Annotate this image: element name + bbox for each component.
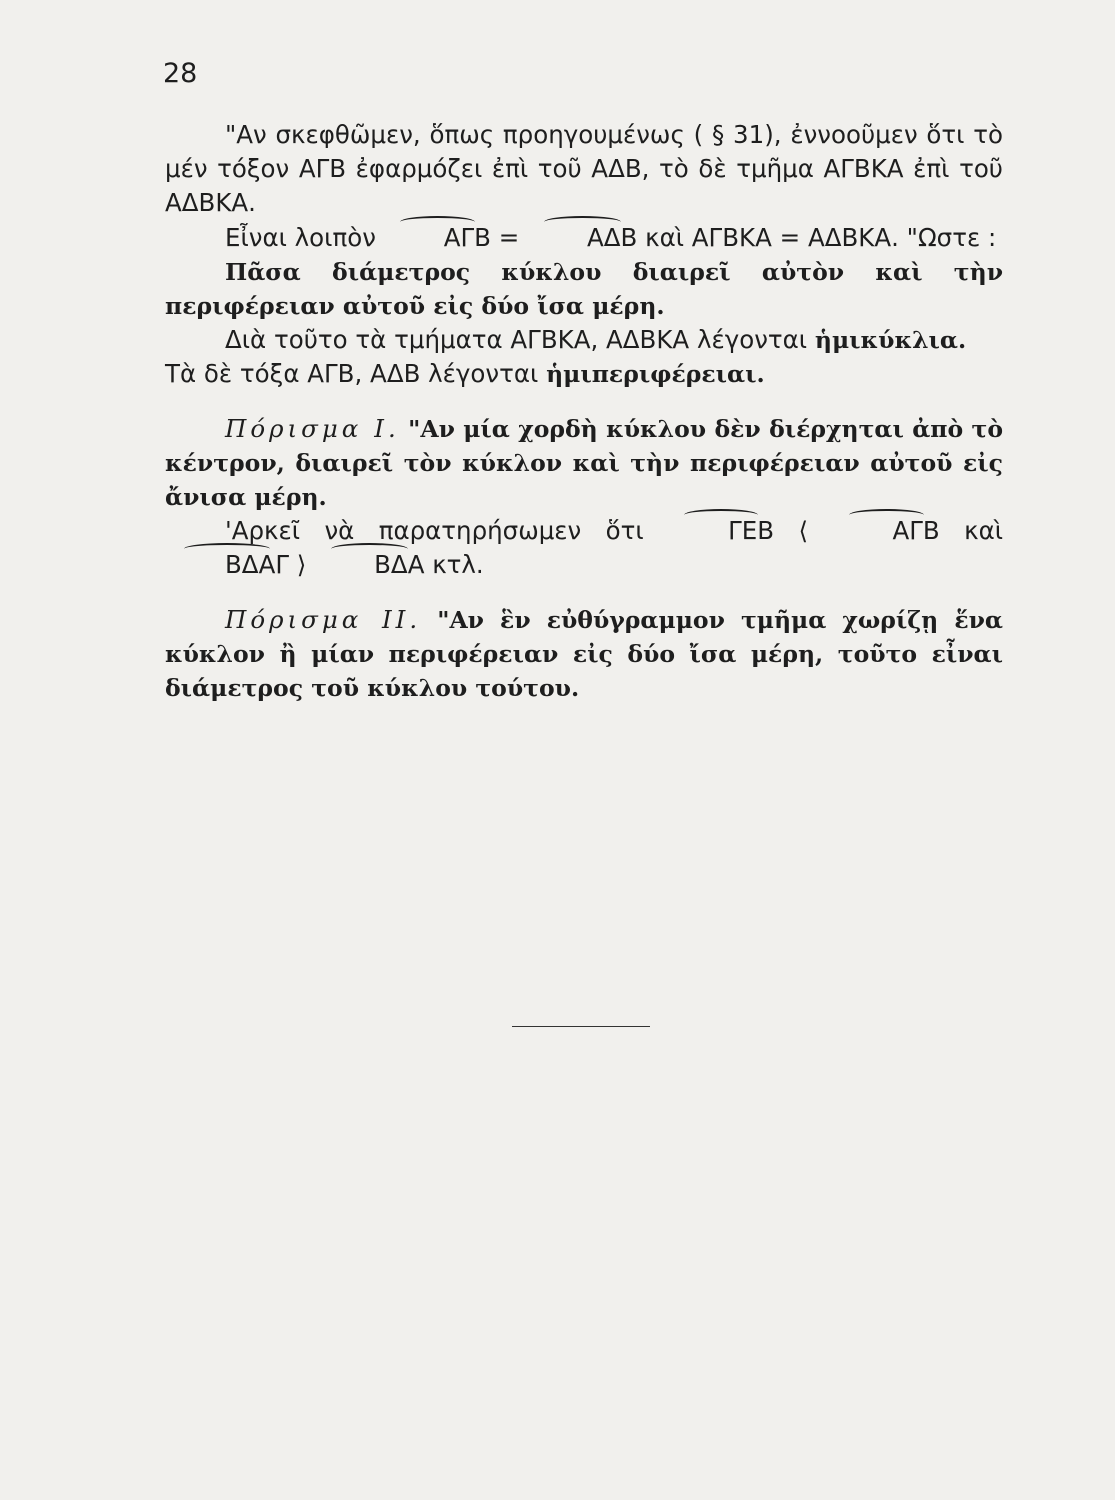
text: =: [490, 222, 528, 252]
paragraph-7: [165, 514, 1003, 582]
body-text: [165, 118, 1003, 705]
theorem-text: Πᾶσα διάμετρος κύκλου διαιρεῖ αὐτὸν καὶ τὴν περιφέρειαν αὐτοῦ εἰς δύο ἴσα μέρη.: [165, 257, 1003, 321]
corollary-1: [165, 412, 1003, 515]
arc-symbol: ΓΕΒ: [668, 514, 774, 548]
arc-symbol: ΑΓΒ: [832, 514, 939, 548]
text: ⟨: [774, 516, 833, 546]
text: Τὰ δὲ τόξα ΑΓΒ, ΑΔΒ λέγονται: [165, 359, 547, 389]
corollary-2: [165, 603, 1003, 706]
text: 'Αρκεῖ νὰ παρατηρήσωμεν ὅτι: [225, 516, 669, 546]
corollary-2-text: "Αν ἓν εὐθύγραμμον τμῆμα χωρίζῃ ἕνα κύκλον ἢ μίαν περιφέρειαν εἰς δύο ἴσα μέρη, τοῦτο εἶναι διάμετρος τοῦ κύκλου τούτου.: [165, 605, 1003, 703]
corollary-1-label: Πόρισμα Ι.: [225, 413, 400, 443]
arc-symbol: ΑΓΒ: [384, 221, 491, 255]
text: καὶ ΑΓΒΚΑ = ΑΔΒΚΑ. "Ωστε :: [637, 222, 997, 252]
text: κτλ.: [424, 550, 484, 580]
text: Εἶναι λοιπὸν: [225, 222, 384, 252]
corollary-1-text: "Αν μία χορδὴ κύκλου δὲν διέρχηται ἀπὸ τὸ κέντρον, διαιρεῖ τὸν κύκλον καὶ τὴν περιφέρειαν αὐτοῦ εἰς ἄνισα μέρη.: [165, 414, 1003, 512]
corollary-2-label: Πόρισμα ΙΙ.: [225, 604, 422, 634]
arc-symbol: ΒΔΑΓ: [165, 548, 289, 582]
arc-symbol: ΑΔΒ: [527, 221, 637, 255]
section-divider: [512, 1026, 650, 1027]
paragraph-4: [165, 323, 1003, 357]
text: καὶ: [939, 516, 1004, 546]
paragraph-1-text: "Αν σκεφθῶμεν, ὅπως προηγουμένως ( § 31), ἐννοοῦμεν ὅτι τὸ μέν τόξον ΑΓΒ ἐφαρμόζει ἐπὶ τοῦ ΑΔΒ, τὸ δὲ τμῆμα ΑΓΒΚΑ ἐπὶ τοῦ ΑΔΒΚΑ.: [165, 120, 1003, 218]
arc-symbol: ΒΔΑ: [314, 548, 424, 582]
paragraph-5: [165, 357, 1003, 391]
term-semicircumferences: ἡμιπεριφέρειαι.: [546, 360, 765, 389]
paragraph-1: [165, 118, 1003, 221]
theorem-statement: [165, 255, 1003, 323]
text: Διὰ τοῦτο τὰ τμήματα ΑΓΒΚΑ, ΑΔΒΚΑ λέγονται: [225, 325, 815, 355]
page-number: 28: [163, 58, 198, 89]
term-hemicycles: ἡμικύκλια.: [814, 326, 967, 355]
text: ⟩: [288, 550, 315, 580]
paragraph-2: [165, 221, 1003, 255]
